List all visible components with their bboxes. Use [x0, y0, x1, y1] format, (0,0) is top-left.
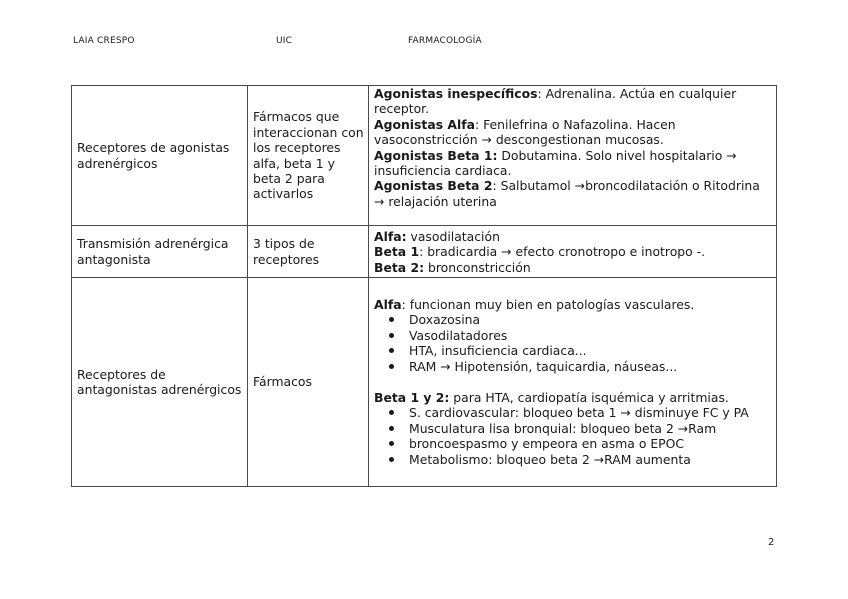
detail-line: Agonistas Beta 2: Salbutamol →broncodilatación o Ritodrina → relajación uterina [374, 178, 760, 209]
row-topic: Receptores de antagonistas adrenérgicos [72, 278, 248, 487]
row-details [369, 86, 777, 226]
table-row [72, 86, 777, 226]
detail-line: Agonistas Beta 1: Dobutamina. Solo nivel hospitalario → insuficiencia cardiaca. [374, 147, 737, 179]
row-description: Fármacos que interaccionan con los receptores alfa, beta 1 y beta 2 para activarlos [248, 86, 369, 226]
list-item: Metabolismo: bloqueo beta 2 →RAM aumenta [409, 452, 773, 467]
detail-line: Beta 2: bronconstricción [374, 259, 531, 275]
row-topic: Transmisión adrenérgica antagonista [72, 226, 248, 278]
list-item: Musculatura lisa bronquial: bloqueo beta 2 →Ram [409, 421, 773, 436]
row-details [369, 226, 777, 278]
row-topic: Receptores de agonistas adrenérgicos [72, 86, 248, 226]
detail-line: Beta 1 y 2: para HTA, cardiopatía isquémica y arritmias. [374, 390, 729, 405]
list-item: broncoespasmo y empeora en asma o EPOC [409, 436, 773, 451]
row-description: Fármacos [248, 278, 369, 487]
detail-line: Agonistas inespecíficos: Adrenalina. Actúa en cualquier receptor. [374, 86, 737, 117]
table-row [72, 226, 777, 278]
detail-line: Beta 1: bradicardia → efecto cronotropo e inotropo -. [374, 244, 706, 260]
author-name: LAIA CRESPO [73, 36, 135, 46]
beta-bullet-list [374, 405, 773, 467]
page-number: 2 [768, 537, 775, 548]
detail-line: Alfa: vasodilatación [374, 229, 500, 244]
list-item: Vasodilatadores [409, 328, 773, 343]
university-name: UIC [276, 36, 293, 46]
row-description: 3 tipos de receptores [248, 226, 369, 278]
pharmacology-table [71, 85, 777, 487]
list-item: S. cardiovascular: bloqueo beta 1 → disminuye FC y PA [409, 405, 773, 420]
list-item: Doxazosina [409, 312, 773, 327]
detail-line: Agonistas Alfa: Fenilefrina o Nafazolina. Hacen vasoconstricción → descongestionan mucosas. [374, 116, 676, 148]
table-row [72, 278, 777, 487]
spacer [374, 374, 773, 390]
page-header [0, 36, 848, 50]
list-item: RAM → Hipotensión, taquicardia, náuseas... [409, 359, 773, 374]
list-item: HTA, insuficiencia cardiaca... [409, 343, 773, 358]
detail-line: Alfa: funcionan muy bien en patologías vasculares. [374, 296, 695, 312]
subject-name: FARMACOLOGÍA [408, 36, 482, 46]
alfa-bullet-list [374, 312, 773, 374]
row-details [369, 278, 777, 487]
